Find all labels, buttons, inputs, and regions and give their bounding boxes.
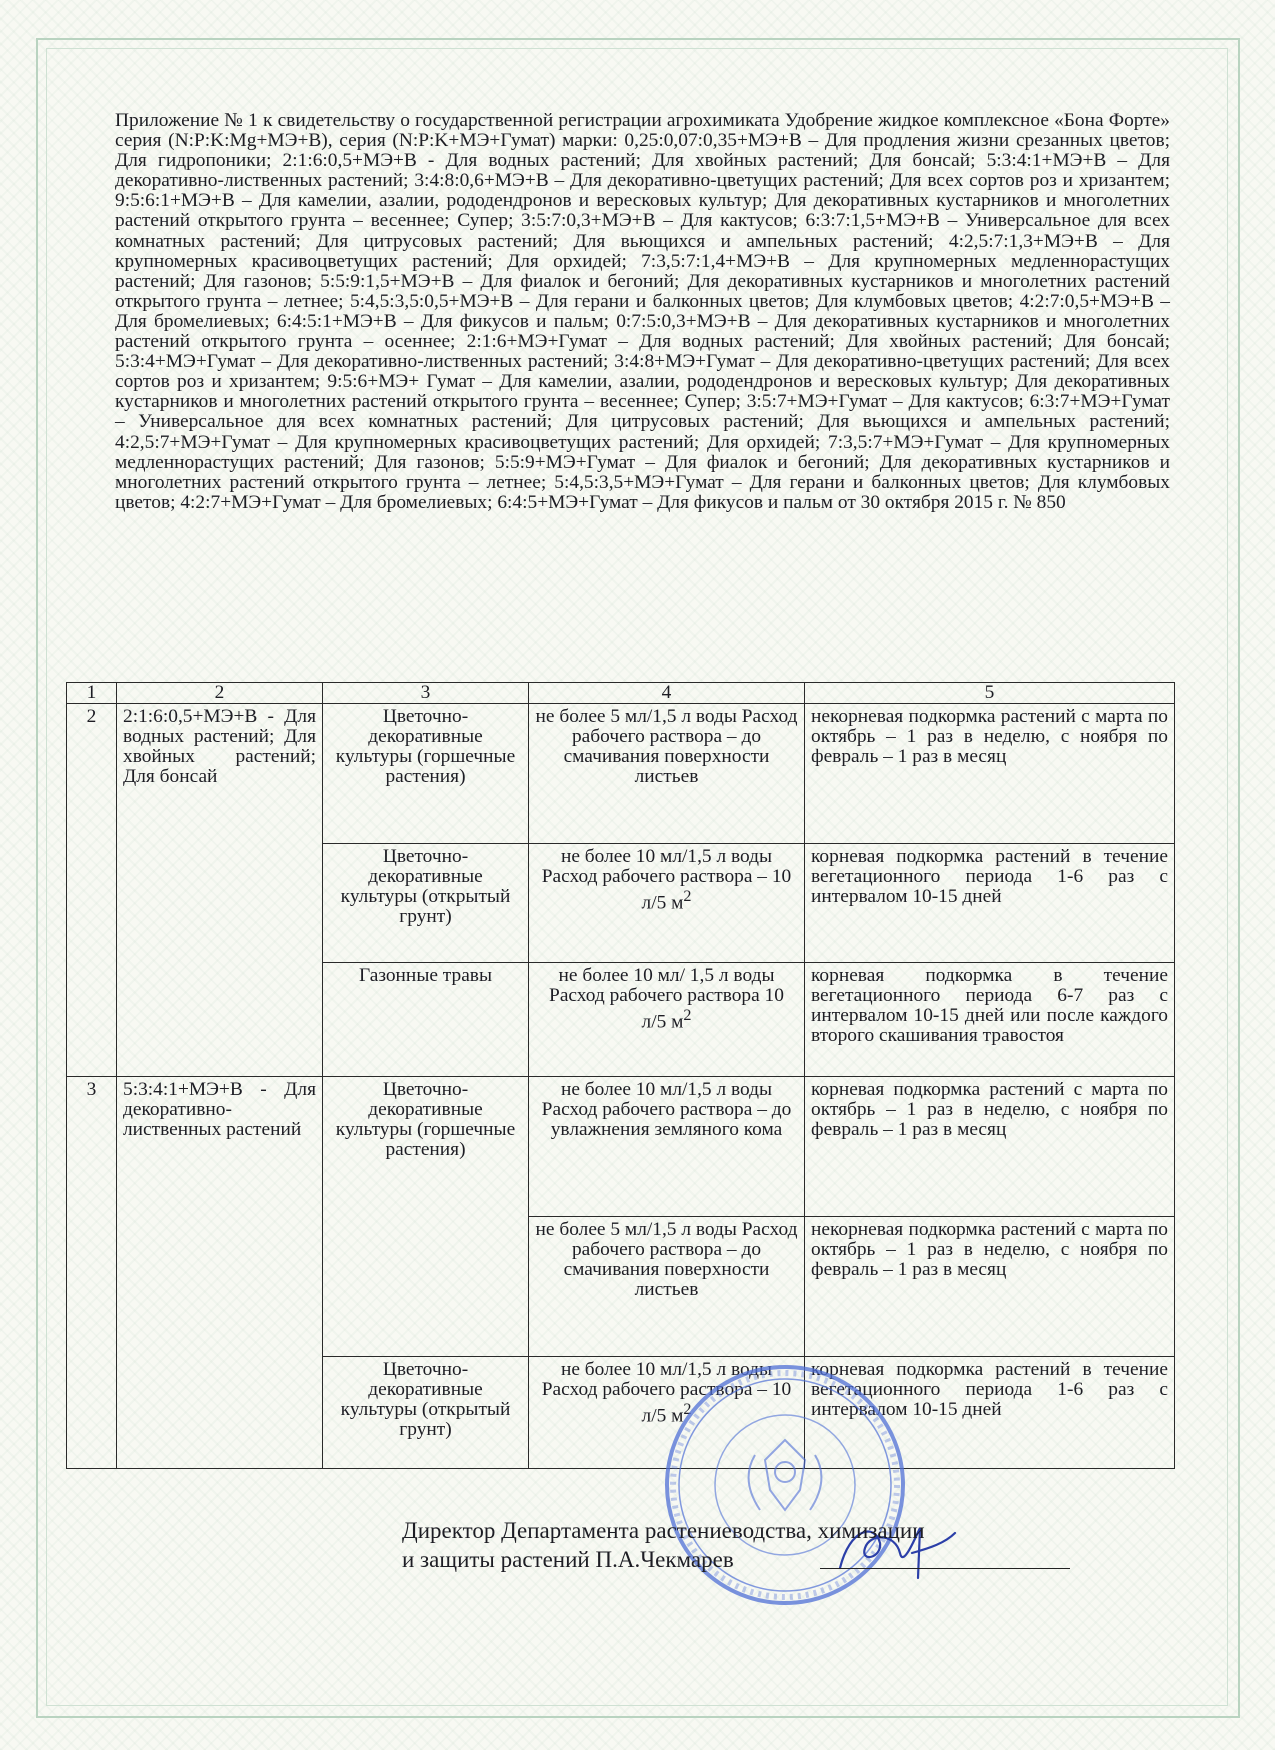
dose-rate-superscript: 2 xyxy=(683,1007,692,1025)
application-method: корневая подкормка растений в течение вегетационного периода 1-6 раз с интервалом 10-15 дней xyxy=(805,844,1175,963)
dose-rate-superscript: 2 xyxy=(683,1401,692,1419)
table-header-cell: 1 xyxy=(67,683,117,704)
emblem-icon xyxy=(749,1440,822,1510)
dose-rate: не более 5 мл/1,5 л воды Расход рабочего раствора – до смачивания поверхности листьев xyxy=(529,704,805,844)
table-header-cell: 2 xyxy=(117,683,323,704)
signatory-name: и защиты растений П.А.Чекмарев xyxy=(402,1547,734,1572)
crop-type: Цветочно-декоративные культуры (открытый грунт) xyxy=(323,1357,529,1469)
signatory-block xyxy=(402,1516,925,1574)
dose-rate-text: не более 10 мл/1,5 л воды Расход рабочего раствора – 10 л/5 м xyxy=(541,1359,792,1427)
row-number: 3 xyxy=(67,1077,117,1469)
table-header-cell: 3 xyxy=(323,683,529,704)
application-method: корневая подкормка растений с марта по октябрь – 1 раз в неделю, с ноября по февраль – 1 раз в месяц xyxy=(805,1077,1175,1217)
table-row xyxy=(67,1077,1175,1217)
table-row xyxy=(67,704,1175,844)
dose-rate-text: не более 10 мл/1,5 л воды Расход рабочего раствора – 10 л/5 м xyxy=(541,846,792,914)
fertilizer-mark: 2:1:6:0,5+МЭ+В - Для водных растений; Для хвойных растений; Для бонсай xyxy=(117,704,323,1077)
table-header-row xyxy=(67,683,1175,704)
application-method: корневая подкормка растений в течение вегетационного периода 1-6 раз с интервалом 10-15 дней xyxy=(805,1357,1175,1469)
application-method: некорневая подкормка растений с марта по октябрь – 1 раз в неделю, с ноября по февраль – 1 раз в месяц xyxy=(805,704,1175,844)
row-number: 2 xyxy=(67,704,117,1077)
dose-rate: не более 5 мл/1,5 л воды Расход рабочего раствора – до смачивания поверхности листьев xyxy=(529,1217,805,1357)
dose-rate-superscript: 2 xyxy=(683,888,692,906)
signature-line xyxy=(820,1568,1070,1569)
crop-type: Газонные травы xyxy=(323,963,529,1077)
table-header-cell: 4 xyxy=(529,683,805,704)
dose-rate-text: не более 10 мл/ 1,5 л воды Расход рабочего раствора 10 л/5 м xyxy=(549,965,784,1033)
signatory-title: Директор Департамента растениеводства, химизации xyxy=(402,1518,925,1543)
appendix-intro-text: Приложение № 1 к свидетельству о государственной регистрации агрохимиката Удобрение жидкое комплексное «Бона Форте» серия (N:P:K:Mg+МЭ+В), серия (N:P:K+МЭ+Гумат) марки: 0,25:0,07:0,35+МЭ+В – Для продления жизни срезанных цветов; Для гидропоники; 2:1:6:0,5+МЭ+В - Для водных растений; Для хвойных растений; Для бонсай; 5:3:4:1+МЭ+В – Для декоративно-лиственных растений; 3:4:8:0,6+МЭ+В – Для декоративно-цветущих растений; Для всех сортов роз и хризантем; 9:5:6:1+МЭ+В – Для камелии, азалии, рододендронов и вересковых культур; Для декоративных кустарников и многолетних растений открытого грунта – весеннее; Супер; 3:5:7:0,3+МЭ+В – Для кактусов; 6:3:7:1,5+МЭ+В – Универсальное для всех комнатных растений; Для цитрусовых растений; Для вьющихся и ампельных растений; 4:2,5:7:1,3+МЭ+В – Для крупномерных красивоцветущих растений; Для орхидей; 7:3,5:7:1,4+МЭ+В – Для крупномерных медленнорастущих растений; Для газонов; 5:5:9:1,5+МЭ+В – Для фиалок и бегоний; Для декоративных кустарников и многолетних растений открытого грунта – летнее; 5:4,5:3,5:0,5+МЭ+В – Для герани и балконных цветов; Для клумбовых цветов; 4:2:7:0,5+МЭ+В – Для бромелиевых; 6:4:5:1+МЭ+В – Для фикусов и пальм; 0:7:5:0,3+МЭ+В – Для декоративных кустарников и многолетних растений открытого грунта – осеннее; 2:1:6+МЭ+Гумат – Для водных растений; Для хвойных растений; Для бонсай; 5:3:4+МЭ+Гумат – Для декоративно-лиственных растений; 3:4:8+МЭ+Гумат – Для декоративно-цветущих растений; Для всех сортов роз и хризантем; 9:5:6+МЭ+ Гумат – Для камелии, азалии, рододендронов и вересковых культур; Для декоративных кустарников и многолетних растений открытого грунта – весеннее; Супер; 3:5:7+МЭ+Гумат – Для кактусов; 6:3:7+МЭ+Гумат – Универсальное для всех комнатных растений; Для цитрусовых растений; Для вьющихся и ампельных растений; 4:2,5:7+МЭ+Гумат – Для крупномерных красивоцветущих растений; Для орхидей; 7:3,5:7+МЭ+Гумат – Для крупномерных медленнорастущих растений; Для газонов; 5:5:9+МЭ+Гумат – Для фиалок и бегоний; Для декоративных кустарников и многолетних растений открытого грунта – летнее; 5:4,5:3,5+МЭ+Гумат – Для герани и балконных цветов; Для клумбовых цветов; 4:2:7+МЭ+Гумат – Для бромелиевых; 6:4:5+МЭ+Гумат – Для фикусов и пальм от 30 октября 2015 г. № 850 xyxy=(115,110,1170,513)
table-header-cell: 5 xyxy=(805,683,1175,704)
dose-rate xyxy=(529,844,805,963)
crop-type: Цветочно-декоративные культуры (горшечные растения) xyxy=(323,704,529,844)
dose-rate: не более 10 мл/1,5 л воды Расход рабочего раствора – до увлажнения земляного кома xyxy=(529,1077,805,1217)
fertilizer-mark: 5:3:4:1+МЭ+В - Для декоративно-лиственных растений xyxy=(117,1077,323,1469)
application-method: корневая подкормка в течение вегетационного периода 6-7 раз с интервалом 10-15 дней или после каждого второго скашивания травостоя xyxy=(805,963,1175,1077)
dose-rate xyxy=(529,963,805,1077)
crop-type: Цветочно-декоративные культуры (горшечные растения) xyxy=(323,1077,529,1357)
crop-type: Цветочно-декоративные культуры (открытый грунт) xyxy=(323,844,529,963)
dosage-table xyxy=(66,682,1175,1469)
application-method: некорневая подкормка растений с марта по октябрь – 1 раз в неделю, с ноября по февраль – 1 раз в месяц xyxy=(805,1217,1175,1357)
